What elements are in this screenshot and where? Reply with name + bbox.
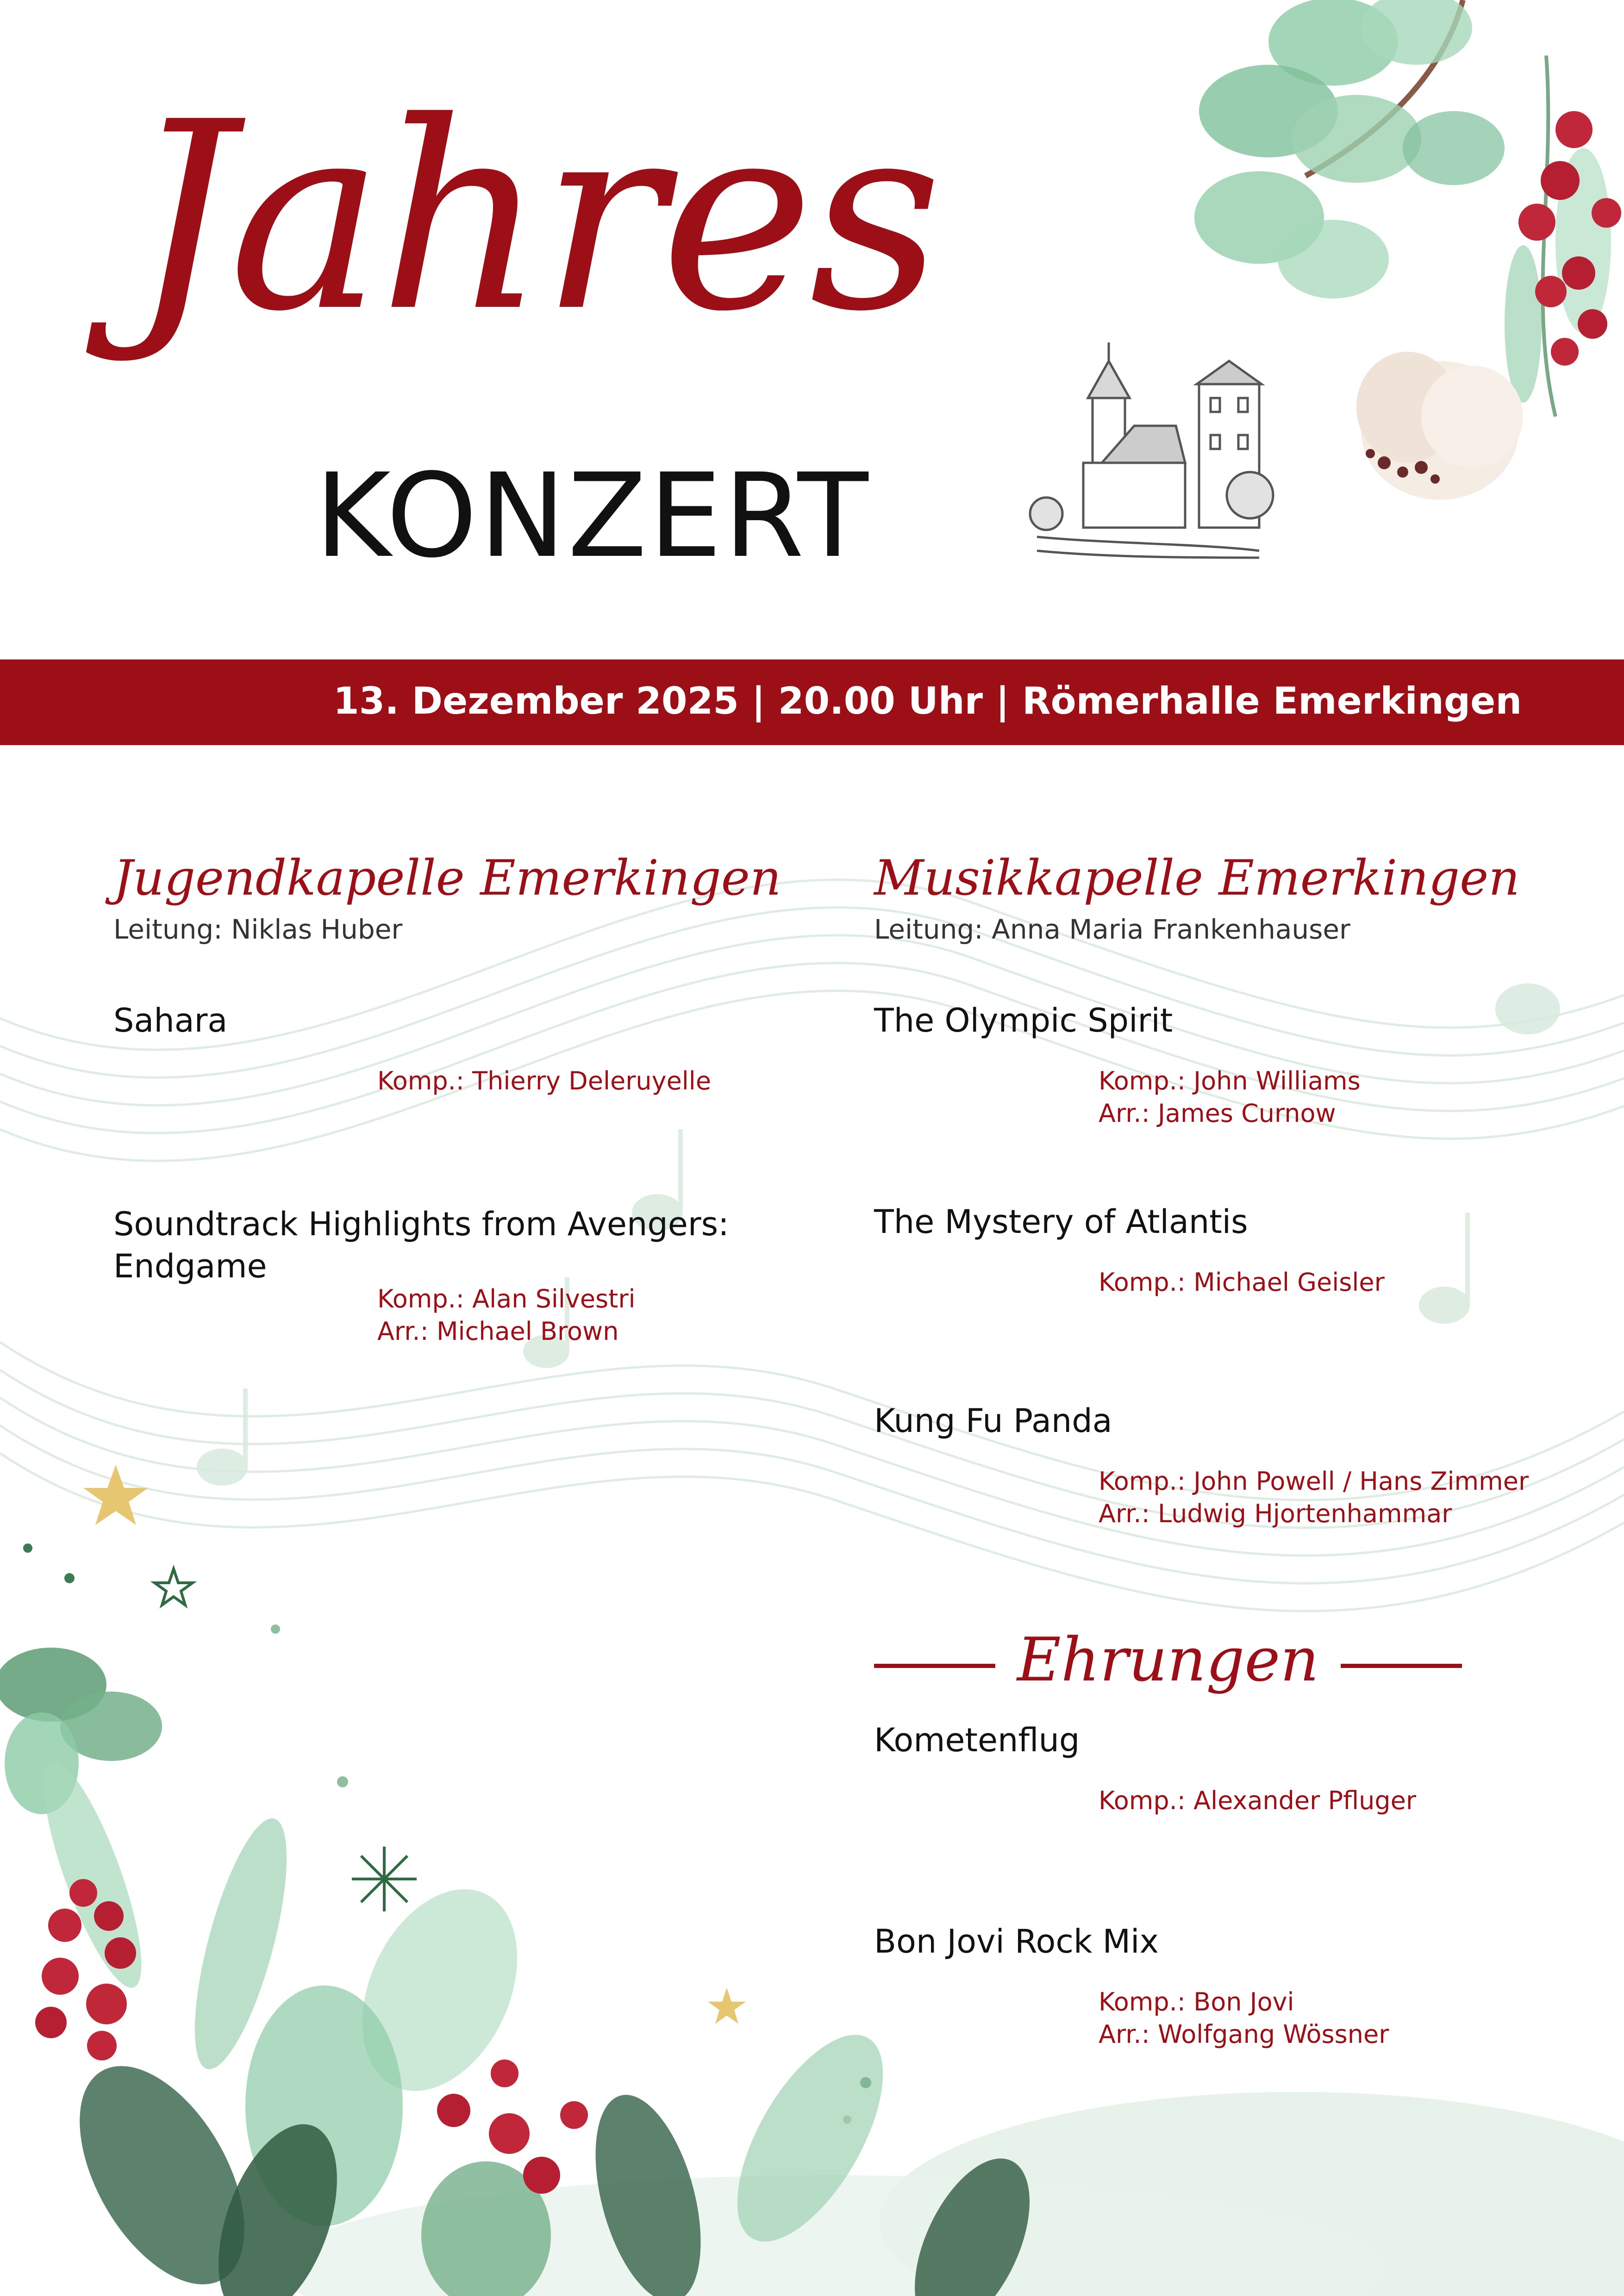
piece-title: Soundtrack Highlights from Avengers: Endgame [113, 1205, 729, 1285]
composer: Komp.: John Williams [1099, 1066, 1361, 1095]
concert-venue: Römerhalle Emerkingen [1022, 679, 1522, 722]
section-title: Ehrungen [1017, 1624, 1319, 1695]
piece-title: Sahara [113, 1002, 228, 1039]
piece-credits [874, 1986, 1499, 2051]
piece-title: The Olympic Spirit [874, 1002, 1173, 1039]
composer: Komp.: Alexander Pfluger [1099, 1786, 1417, 1815]
piece-credits [874, 1266, 1499, 1299]
piece-credits [874, 1785, 1499, 1817]
program-item [874, 1921, 1499, 2051]
arranger: Arr.: Ludwig Hjortenhammar [1099, 1499, 1452, 1529]
composer: Komp.: Michael Geisler [1099, 1268, 1385, 1297]
program-item [874, 1400, 1529, 1530]
white-flower-icon [1356, 352, 1523, 500]
piece-title: The Mystery of Atlantis [874, 1203, 1248, 1241]
program-item [874, 1201, 1499, 1299]
piece-title: Kometenflug [874, 1721, 1080, 1759]
section-divider [874, 1620, 1462, 1712]
banner-separator: | [995, 679, 1010, 722]
band-leader: Leitung: Anna Maria Frankenhauser [874, 913, 1350, 945]
arranger: Arr.: Michael Brown [377, 1317, 619, 1346]
composer: Komp.: Thierry Deleruyelle [377, 1066, 712, 1095]
church-drawing-icon [1030, 342, 1273, 558]
piece-credits [113, 1065, 738, 1097]
piece-title: Bon Jovi Rock Mix [874, 1923, 1159, 1960]
composer: Komp.: John Powell / Hans Zimmer [1099, 1467, 1529, 1496]
divider-line-right [1341, 1664, 1462, 1668]
concert-date: 13. Dezember 2025 [333, 679, 739, 722]
band-leader: Leitung: Niklas Huber [113, 913, 403, 945]
piece-credits [874, 1065, 1499, 1130]
piece-credits [113, 1283, 738, 1348]
program-item [874, 1719, 1499, 1817]
banner-separator: | [751, 679, 765, 722]
concert-time: 20.00 Uhr [778, 679, 983, 722]
composer: Komp.: Alan Silvestri [377, 1284, 636, 1313]
composer: Komp.: Bon Jovi [1099, 1987, 1294, 2016]
program-item [113, 1000, 738, 1097]
band-name: Jugendkapelle Emerkingen [113, 850, 781, 906]
arranger: Arr.: James Curnow [1099, 1099, 1336, 1128]
program-item [113, 1203, 738, 1348]
title-script: Jahres [130, 67, 938, 368]
left-column [113, 850, 781, 1346]
arranger: Arr.: Wolfgang Wössner [1099, 2020, 1389, 2049]
title-subtitle: KONZERT [315, 448, 870, 583]
piece-credits [874, 1465, 1529, 1530]
piece-title: Kung Fu Panda [874, 1402, 1112, 1440]
banner-text [333, 679, 1522, 722]
program-item [874, 1000, 1499, 1130]
band-name: Musikkapelle Emerkingen [874, 850, 1520, 906]
